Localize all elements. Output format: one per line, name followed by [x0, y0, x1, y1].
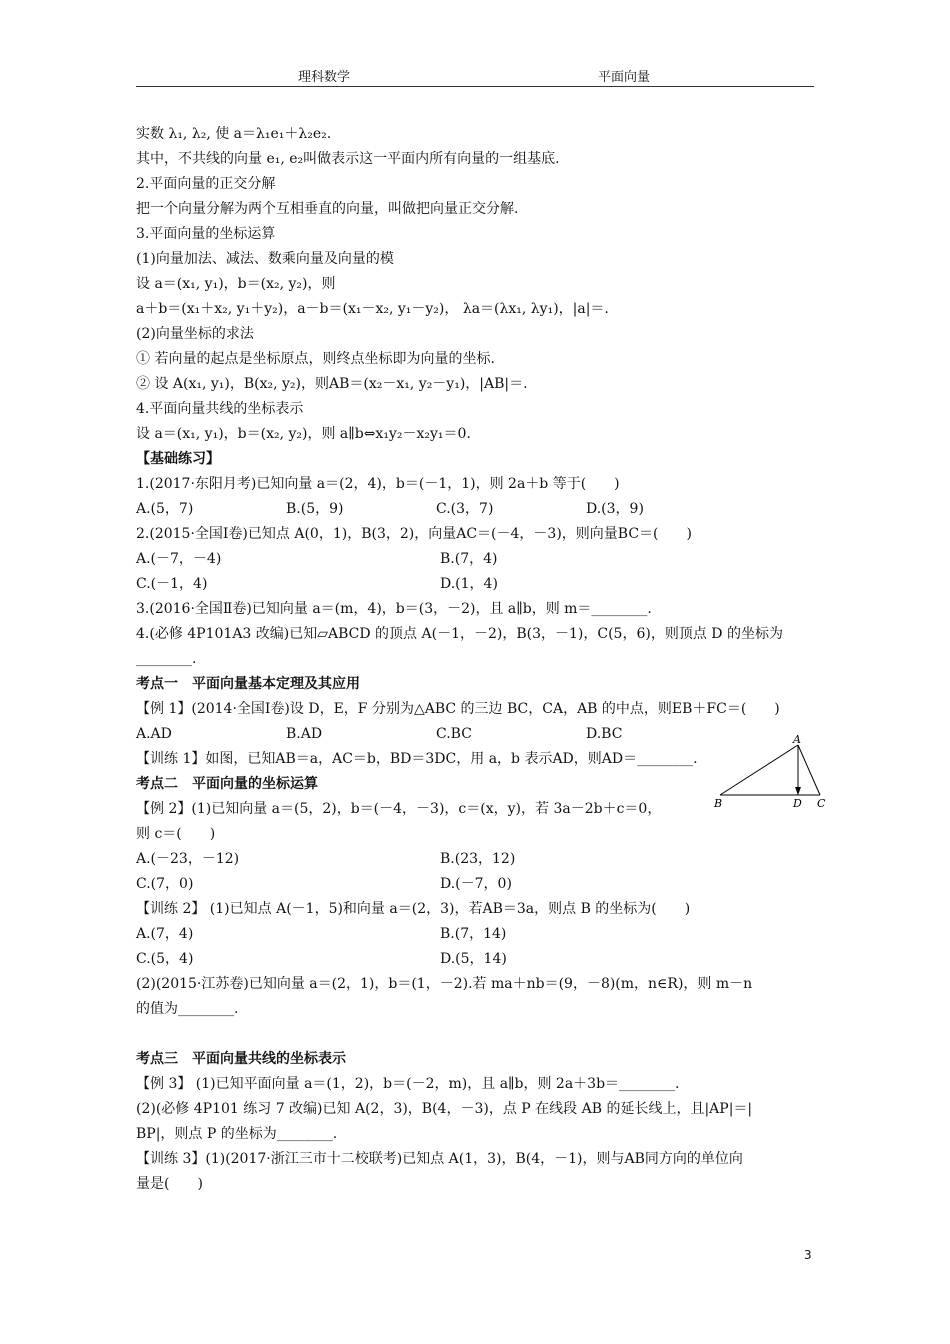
page-content [136, 122, 816, 1197]
label-d: D [793, 797, 802, 810]
section-heading: 考点一 平面向量基本定理及其应用 [136, 676, 360, 692]
option: C.(－1，4) [136, 576, 208, 592]
options-row [136, 947, 816, 972]
label-c: C [817, 797, 826, 810]
subsection-heading: 【基础练习】 [136, 451, 220, 467]
page-header [136, 66, 814, 84]
option: B.AD [286, 726, 323, 742]
option: A.(－23，－12) [136, 851, 240, 867]
text-line: 设 a＝(x₁, y₁)，b＝(x₂, y₂)，则 a∥b⇔x₁y₂－x₂y₁＝0. [136, 426, 471, 442]
text-line: (2)(必修 4P101 练习 7 改编)已知 A(2，3)，B(4，－3)，点 P 在线段 AB 的延长线上，且|AP|＝| [136, 1101, 753, 1117]
text-line: 2.(2015·全国Ⅰ卷)已知点 A(0，1)，B(3，2)，向量AC＝(－4，－3)，则向量BC＝( ) [136, 526, 692, 542]
blank-line [136, 1022, 816, 1047]
header-subject: 理科数学 [298, 70, 351, 85]
text-line: 【例 2】(1)已知向量 a＝(5，2)，b＝(－4，－3)，c＝(x，y)，若 3a－2b＋c＝0， [136, 801, 662, 817]
text-line: (1)向量加法、减法、数乘向量及向量的模 [136, 251, 394, 267]
option: B.(5，9) [286, 501, 344, 517]
option: D.(5，14) [440, 951, 507, 967]
option: D.BC [586, 726, 623, 742]
option: C.(7，0) [136, 876, 194, 892]
option: B.(7，4) [440, 551, 498, 567]
text-line: (2)(2015·江苏卷)已知向量 a＝(2，1)，b＝(1，－2).若 ma＋nb＝(9，－8)(m，n∈R)，则 m－n [136, 976, 753, 992]
section-heading: 考点二 平面向量的坐标运算 [136, 776, 318, 792]
option: D.(1，4) [440, 576, 498, 592]
arrow-head-ad [795, 787, 801, 795]
text-line: 4.(必修 4P101A3 改编)已知▱ABCD 的顶点 A(－1，－2)，B(3，－1)，C(5，6)，则顶点 D 的坐标为 [136, 626, 783, 642]
text-line: BP|，则点 P 的坐标为________. [136, 1126, 338, 1142]
section-heading: 考点三 平面向量共线的坐标表示 [136, 1051, 346, 1067]
option: D.(－7，0) [440, 876, 512, 892]
options-row [136, 847, 816, 872]
text-line: 4.平面向量共线的坐标表示 [136, 401, 304, 417]
option: A.(7，4) [136, 926, 194, 942]
options-row [136, 872, 816, 897]
text-line: ① 若向量的起点是坐标原点，则终点坐标即为向量的坐标. [136, 351, 495, 367]
text-line: 设 a＝(x₁, y₁)，b＝(x₂, y₂)，则 [136, 276, 336, 292]
text-line: 量是( ) [136, 1176, 203, 1192]
text-line: 3.平面向量的坐标运算 [136, 226, 276, 242]
text-line: (2)向量坐标的求法 [136, 326, 254, 342]
triangle-figure [708, 733, 838, 813]
option: C.(3，7) [436, 501, 494, 517]
text-line: ② 设 A(x₁, y₁)，B(x₂, y₂)，则AB＝(x₂－x₁, y₂－y₁)，|AB|＝. [136, 376, 528, 392]
edge-ac [798, 745, 820, 795]
options-row [136, 572, 816, 597]
header-topic: 平面向量 [598, 70, 651, 85]
option: C.BC [436, 726, 472, 742]
header-rule [136, 86, 814, 87]
option: A.(5，7) [136, 501, 194, 517]
text-line: ________. [136, 651, 197, 667]
text-line: a＋b＝(x₁＋x₂, y₁＋y₂)，a－b＝(x₁－x₂, y₁－y₂)， λa＝(λx₁, λy₁)，|a|＝. [136, 301, 609, 317]
text-line: 【例 3】 (1)已知平面向量 a＝(1，2)，b＝(－2，m)，且 a∥b，则 2a＋3b＝________. [136, 1076, 680, 1092]
edge-ab [720, 745, 798, 795]
text-line: 【训练 3】(1)(2017·浙江三市十二校联考)已知点 A(1，3)，B(4，－1)，则与AB同方向的单位向 [136, 1151, 743, 1167]
page-number: 3 [804, 1248, 812, 1262]
text-line: 【训练 1】如图，已知AB＝a，AC＝b，BD＝3DC，用 a，b 表示AD，则AD＝________. [136, 751, 698, 767]
option: B.(7，14) [440, 926, 507, 942]
text-line: 2.平面向量的正交分解 [136, 176, 276, 192]
option: D.(3，9) [586, 501, 644, 517]
options-row [136, 497, 816, 522]
label-b: B [714, 797, 723, 810]
option: A.(－7，－4) [136, 551, 222, 567]
text-line: 3.(2016·全国Ⅱ卷)已知向量 a＝(m，4)，b＝(3，－2)，且 a∥b，则 m＝________. [136, 601, 652, 617]
text-line: 的值为________. [136, 1001, 239, 1017]
text-line: 1.(2017·东阳月考)已知向量 a＝(2，4)，b＝(－1，1)，则 2a＋b 等于( ) [136, 476, 620, 492]
text-line: 【训练 2】 (1)已知点 A(－1，5)和向量 a＝(2，3)，若AB＝3a，则点 B 的坐标为( ) [136, 901, 691, 917]
text-line: 【例 1】(2014·全国Ⅰ卷)设 D，E，F 分别为△ABC 的三边 BC，CA，AB 的中点，则EB＋FC＝( ) [136, 701, 780, 717]
option: C.(5，4) [136, 951, 194, 967]
option: B.(23，12) [440, 851, 516, 867]
option: A.AD [136, 726, 172, 742]
text-line: 则 c＝( ) [136, 826, 216, 842]
options-row [136, 547, 816, 572]
text-line: 把一个向量分解为两个互相垂直的向量，叫做把向量正交分解. [136, 201, 519, 217]
text-line: 其中，不共线的向量 e₁, e₂叫做表示这一平面内所有向量的一组基底. [136, 151, 560, 167]
label-a: A [793, 733, 801, 746]
text-line: 实数 λ₁, λ₂, 使 a＝λ₁e₁＋λ₂e₂. [136, 126, 332, 142]
options-row [136, 922, 816, 947]
